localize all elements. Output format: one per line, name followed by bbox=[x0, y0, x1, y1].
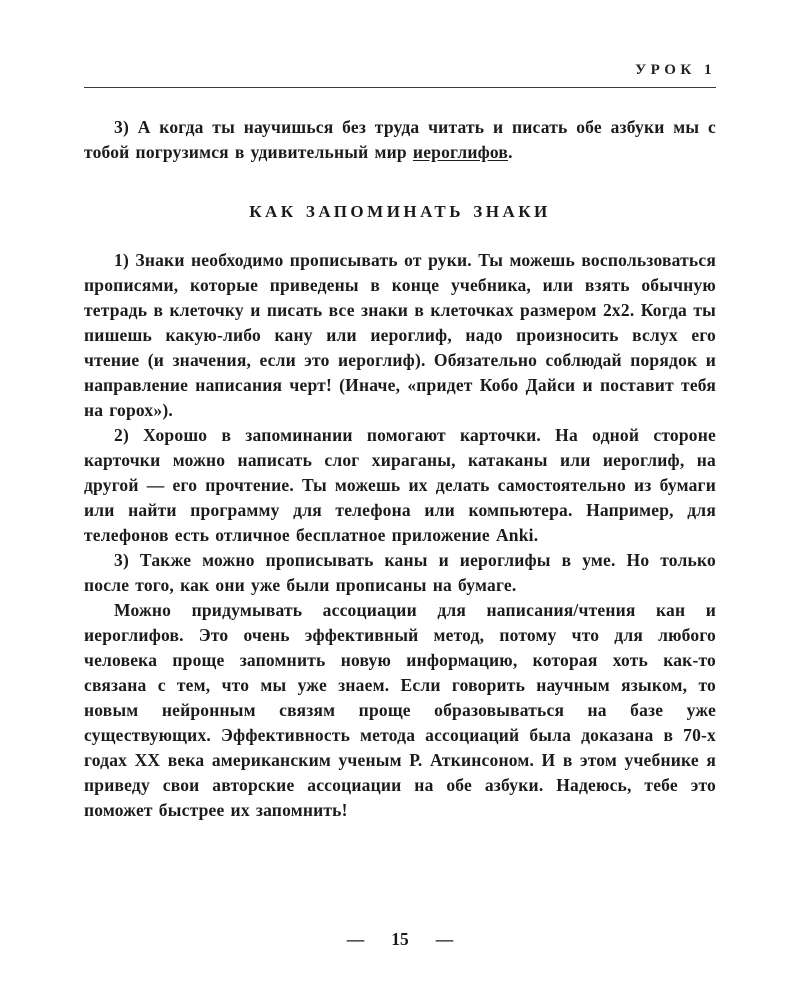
footer-right-dash: — bbox=[435, 929, 454, 949]
intro-text-before: 3) А когда ты научишься без труда читать и писать обе азбуки мы с тобой погрузимся в удивительный мир bbox=[84, 117, 716, 162]
footer-left-dash: — bbox=[346, 929, 365, 949]
intro-paragraph bbox=[84, 115, 716, 165]
running-header-lesson: УРОК 1 bbox=[635, 62, 716, 78]
intro-text-after: . bbox=[508, 142, 513, 162]
paragraph-4: Можно придумывать ассоциации для написания/чтения кан и иероглифов. Это очень эффективный метод, потому что для любого человека проще запомнить новую информацию, которая хоть как-то связана с тем, что мы уже знаем. Если говорить научным языком, то новым нейронным связям проще образовываться на базе уже существующих. Эффективность метода ассоциаций была доказана в 70-х годах XX века американским ученым Р. Аткинсоном. И в этом учебнике я приведу свои авторские ассоциации на обе азбуки. Надеюсь, тебе это поможет быстрее их запомнить! bbox=[84, 600, 716, 820]
header-divider bbox=[84, 87, 716, 88]
paragraph-3: 3) Также можно прописывать каны и иероглифы в уме. Но только после того, как они уже были прописаны на бумаге. bbox=[84, 550, 716, 595]
intro-underlined-term: иероглифов bbox=[412, 142, 509, 162]
paragraph-2: 2) Хорошо в запоминании помогают карточки. На одной стороне карточки можно написать слог хираганы, катаканы или иероглиф, на другой — его прочтение. Ты можешь их делать самостоятельно из бумаги или найти программу для телефона или компьютера. Например, для телефонов есть отличное бесплатное приложение Anki. bbox=[84, 425, 716, 545]
page-footer bbox=[0, 929, 800, 950]
page-number: 15 bbox=[391, 929, 409, 949]
section-heading: КАК ЗАПОМИНАТЬ ЗНАКИ bbox=[249, 202, 551, 221]
paragraph-1: 1) Знаки необходимо прописывать от руки. Ты можешь воспользоваться прописями, которые приведены в конце учебника, или взять обычную тетрадь в клеточку и писать все знаки в клеточках размером 2х2. Когда ты пишешь какую-либо кану или иероглиф, надо произносить вслух его чтение (и значения, если это иероглиф). Обязательно соблюдай порядок и направление написания черт! (Иначе, «придет Кобо Дайси и поставит тебя на горох»). bbox=[84, 250, 716, 420]
